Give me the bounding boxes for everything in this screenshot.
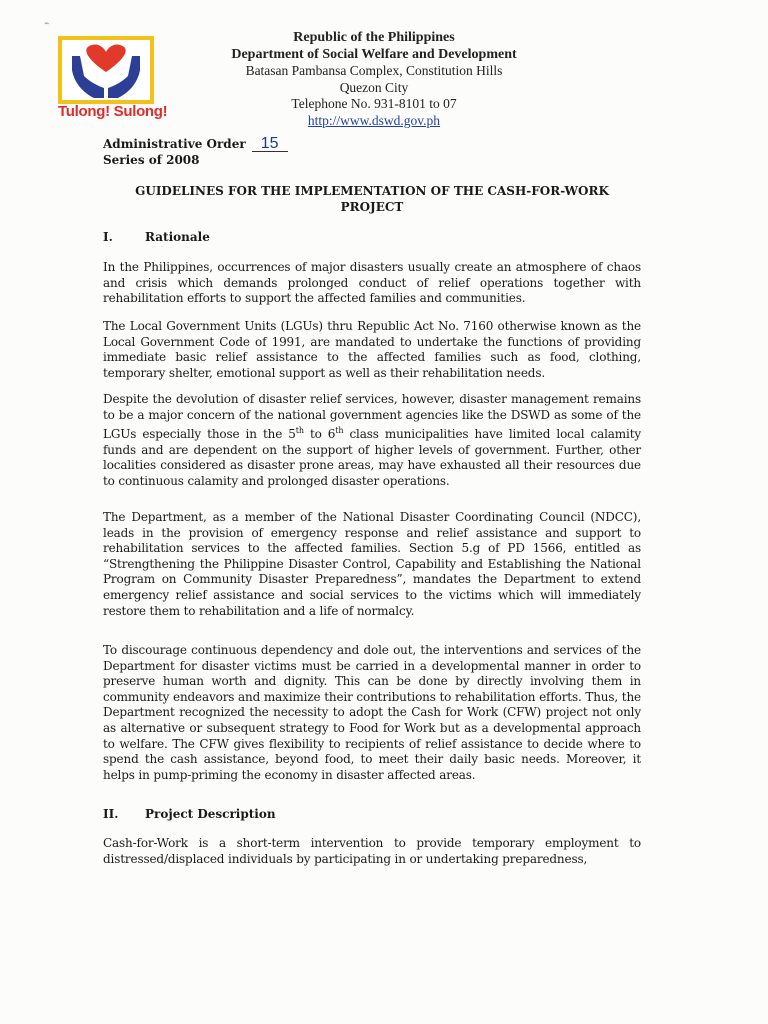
logo-tagline: Tulong! Sulong!	[58, 103, 168, 120]
section-title: Rationale	[145, 230, 210, 244]
scan-mark: ⌁	[44, 18, 50, 28]
title-line-2: PROJECT	[340, 200, 404, 214]
paragraph: Cash-for-Work is a short-term intervention to provide temporary employment to distressed/displaced individuals by participating in or undertaking preparedness,	[103, 836, 641, 866]
dswd-logo	[58, 36, 168, 122]
logo-frame	[58, 36, 154, 104]
letterhead	[200, 30, 548, 129]
document-title	[103, 183, 641, 215]
website-link[interactable]: http://www.dswd.gov.ph	[307, 112, 441, 128]
department-name: Department of Social Welfare and Development	[231, 46, 517, 62]
paragraph: In the Philippines, occurrences of major disasters usually create an atmosphere of chaos and crisis which demands prolonged conduct of relief operations together with rehabilitation efforts to support the affected families and communities.	[103, 260, 641, 306]
paragraph: The Local Government Units (LGUs) thru Republic Act No. 7160 otherwise known as the Local Government Code of 1991, are mandated to undertake the functions of providing immediate basic relief assistance to the affected families such as food, clothing, temporary shelter, emotional support as well as their rehabilitation needs.	[103, 319, 641, 380]
paragraph: Despite the devolution of disaster relief services, however, disaster management remains to be a major concern of the national government agencies like the DSWD as some of the LGUs especially those in the 5th to 6th class municipalities have limited local calamity funds and are dependent on the support of higher levels of government. Further, other localities considered as disaster prone areas, may have exhausted all their resources due to continuous calamity and prolonged disaster operations.	[103, 392, 642, 488]
address-line: Batasan Pambansa Complex, Constitution Hills	[245, 63, 503, 78]
paragraph: To discourage continuous dependency and dole out, the interventions and services of the Department for disaster victims must be carried in a developmental manner in order to preserve human worth and dignity. This can be done by directly involving them in community endeavors and maximize their contributions to rehabilitation efforts. Thus, the Department recognized the necessity to adopt the Cash for Work (CFW) project not only as alternative or subsequent strategy to Food for Work but as a developmental approach to welfare. The CFW gives flexibility to recipients of relief assistance to decide where to spend the cash assistance, beyond food, to meet their daily basic needs. Moreover, it helps in pump-priming the economy in disaster affected areas.	[103, 643, 641, 782]
title-line-1: GUIDELINES FOR THE IMPLEMENTATION OF THE CASH-FOR-WORK	[135, 184, 609, 198]
city-line: Quezon City	[339, 79, 409, 95]
section-number: II.	[103, 807, 119, 821]
order-series: Series of 2008	[103, 153, 200, 167]
section-title: Project Description	[145, 807, 276, 821]
order-block	[103, 136, 288, 168]
section-heading-project-description	[103, 807, 276, 821]
republic-line: Republic of the Philippines	[293, 30, 455, 45]
order-number: 15	[252, 137, 288, 152]
hands-heart-icon	[66, 42, 146, 100]
paragraph: The Department, as a member of the National Disaster Coordinating Council (NDCC), leads in the provision of emergency response and relief assistance and support to rehabilitation services to the affected families. Section 5.g of PD 1566, entitled as “Strengthening the Philippine Disaster Control, Capability and Establishing the National Program on Community Disaster Preparedness”, mandates the Department to extend emergency relief assistance and social services to the victims which will immediately restore them to rehabilitation and a life of normalcy.	[103, 510, 641, 618]
order-label: Administrative Order	[103, 137, 246, 151]
section-number: I.	[103, 230, 113, 244]
section-heading-rationale	[103, 230, 210, 244]
telephone-line: Telephone No. 931-8101 to 07	[291, 96, 457, 111]
